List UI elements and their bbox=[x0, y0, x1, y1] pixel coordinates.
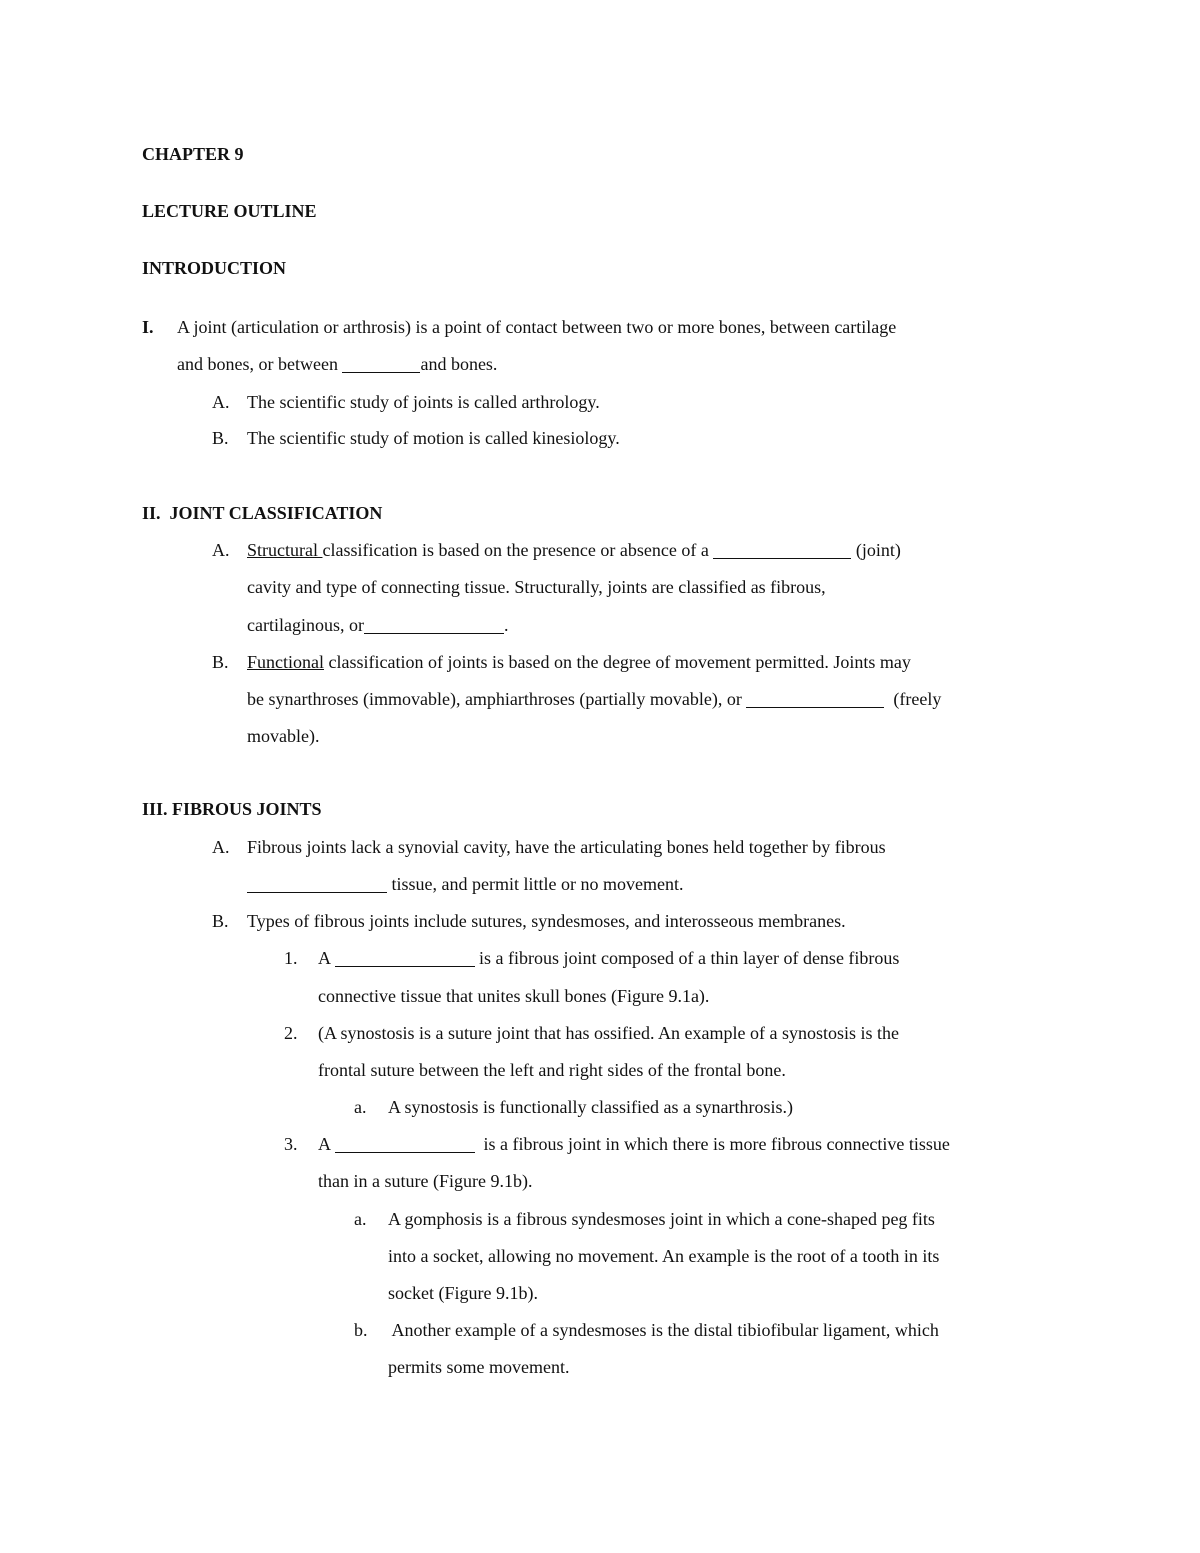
fill-in-blank[interactable] bbox=[746, 691, 884, 708]
section-i-item-a: The scientific study of joints is called arthrology. bbox=[247, 392, 600, 412]
fill-in-blank[interactable] bbox=[335, 1136, 475, 1153]
fill-in-blank[interactable] bbox=[713, 542, 851, 559]
introduction-heading: INTRODUCTION bbox=[142, 258, 287, 278]
syndesmosis-line-2: than in a suture (Figure 9.1b). bbox=[318, 1171, 533, 1191]
item-text: classification is based on the presence or absence of a bbox=[322, 540, 714, 560]
item-text: A bbox=[318, 948, 335, 968]
suture-line-1 bbox=[318, 946, 899, 970]
item-marker: A. bbox=[212, 392, 230, 412]
item-text: (freely bbox=[884, 689, 942, 709]
item-text: cartilaginous, or bbox=[247, 615, 364, 635]
item-text: A bbox=[318, 1134, 335, 1154]
section-i-text-end: and bones. bbox=[420, 354, 498, 374]
section-i-line-1: A joint (articulation or arthrosis) is a point of contact between two or more bones, between cartilage bbox=[177, 317, 897, 337]
chapter-title: CHAPTER 9 bbox=[142, 144, 244, 164]
section-ii-item-a-line-1 bbox=[247, 538, 901, 562]
item-text: is a fibrous joint composed of a thin layer of dense fibrous bbox=[474, 948, 900, 968]
item-marker: a. bbox=[354, 1097, 367, 1117]
item-marker: 3. bbox=[284, 1134, 298, 1154]
fill-in-blank[interactable] bbox=[247, 876, 387, 893]
section-i-line-2 bbox=[177, 352, 497, 376]
synostosis-subitem-a: A synostosis is functionally classified as a synarthrosis.) bbox=[388, 1097, 793, 1117]
synostosis-line-1: (A synostosis is a suture joint that has ossified. An example of a synostosis is the bbox=[318, 1023, 899, 1043]
item-marker: A. bbox=[212, 837, 230, 857]
section-ii-heading: II. JOINT CLASSIFICATION bbox=[142, 503, 383, 523]
section-iii-heading: III. FIBROUS JOINTS bbox=[142, 799, 322, 819]
item-marker: B. bbox=[212, 911, 229, 931]
syndesmosis-line-1 bbox=[318, 1132, 950, 1156]
section-ii-item-a-line-3 bbox=[247, 613, 508, 637]
item-marker: 2. bbox=[284, 1023, 298, 1043]
item-text: (joint) bbox=[851, 540, 901, 560]
gomphosis-line-3: socket (Figure 9.1b). bbox=[388, 1283, 538, 1303]
item-text: . bbox=[503, 615, 509, 635]
section-i-text: and bones, or between bbox=[177, 354, 343, 374]
item-text: be synarthroses (immovable), amphiarthroses (partially movable), or bbox=[247, 689, 747, 709]
fill-in-blank[interactable] bbox=[335, 950, 475, 967]
item-marker: a. bbox=[354, 1209, 367, 1229]
section-ii-item-a-line-2: cavity and type of connecting tissue. Structurally, joints are classified as fibrous, bbox=[247, 577, 826, 597]
fill-in-blank[interactable] bbox=[364, 617, 504, 634]
gomphosis-line-2: into a socket, allowing no movement. An example is the root of a tooth in its bbox=[388, 1246, 940, 1266]
gomphosis-line-1: A gomphosis is a fibrous syndesmoses joint in which a cone-shaped peg fits bbox=[388, 1209, 935, 1229]
item-marker: b. bbox=[354, 1320, 368, 1340]
lecture-outline-heading: LECTURE OUTLINE bbox=[142, 201, 317, 221]
section-ii-item-b-line-3: movable). bbox=[247, 726, 320, 746]
item-text: tissue, and permit little or no movement. bbox=[387, 874, 684, 894]
section-ii-item-b-line-2 bbox=[247, 687, 941, 711]
item-marker: A. bbox=[212, 540, 230, 560]
item-marker: B. bbox=[212, 428, 229, 448]
fill-in-blank[interactable] bbox=[342, 356, 420, 373]
item-marker: 1. bbox=[284, 948, 298, 968]
tibiofibular-line-1: Another example of a syndesmoses is the distal tibiofibular ligament, which bbox=[388, 1320, 939, 1340]
item-text: classification of joints is based on the degree of movement permitted. Joints may bbox=[324, 652, 911, 672]
item-text: is a fibrous joint in which there is more fibrous connective tissue bbox=[474, 1134, 950, 1154]
structural-term: Structural bbox=[247, 540, 323, 560]
section-iii-item-a-line-2 bbox=[247, 872, 683, 896]
item-marker: B. bbox=[212, 652, 229, 672]
functional-term: Functional bbox=[247, 652, 324, 672]
section-ii-item-b-line-1 bbox=[247, 650, 911, 674]
section-i-item-b: The scientific study of motion is called kinesiology. bbox=[247, 428, 620, 448]
section-iii-item-a-line-1: Fibrous joints lack a synovial cavity, have the articulating bones held together by fibrous bbox=[247, 837, 886, 857]
synostosis-line-2: frontal suture between the left and right sides of the frontal bone. bbox=[318, 1060, 786, 1080]
suture-line-2: connective tissue that unites skull bones (Figure 9.1a). bbox=[318, 986, 710, 1006]
section-iii-item-b: Types of fibrous joints include sutures, syndesmoses, and interosseous membranes. bbox=[247, 911, 846, 931]
tibiofibular-line-2: permits some movement. bbox=[388, 1357, 570, 1377]
section-i-number: I. bbox=[142, 317, 154, 337]
